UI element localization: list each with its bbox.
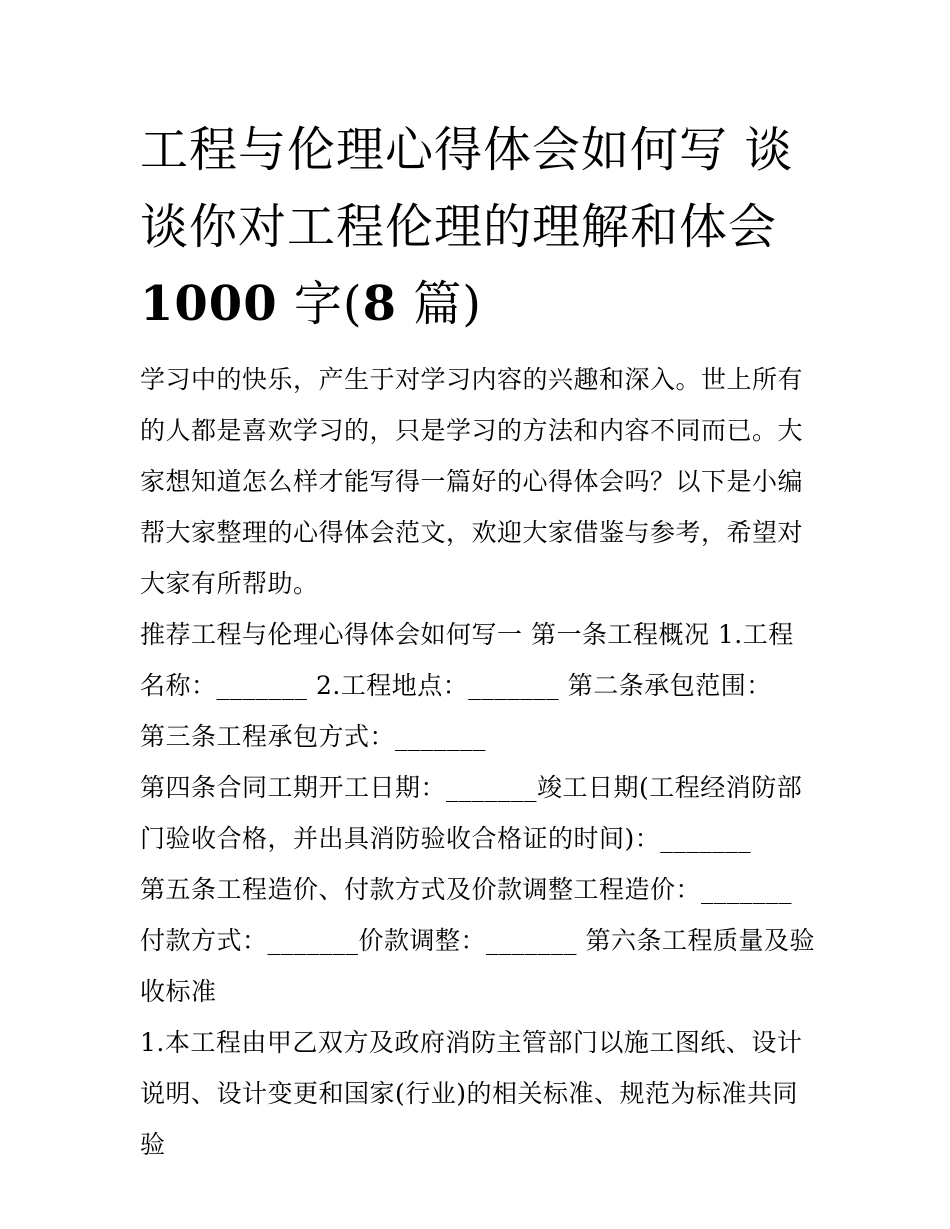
paragraph-project-overview: 推荐工程与伦理心得体会如何写一 第一条工程概况 1.工程名称：_______ 2.工程地点：_______ 第二条承包范围：	[140, 620, 794, 700]
title-number: 1000	[140, 276, 278, 332]
paragraph-article-3: 第三条工程承包方式：_______	[140, 722, 487, 751]
paragraph-acceptance: 1.本工程由甲乙双方及政府消防主管部门以施工图纸、设计说明、设计变更和国家(行业)的相关标准、规范为标准共同验	[140, 1028, 803, 1159]
title-text-3: 篇)	[397, 276, 482, 332]
document-body	[140, 354, 815, 1170]
document-title	[140, 112, 820, 343]
paragraph-article-4: 第四条合同工期开工日期：_______竣工日期(工程经消防部门验收合格，并出具消防验收合格证的时间)：_______	[140, 773, 803, 853]
title-number-2: 8	[362, 276, 397, 332]
title-text: 工程与伦理心得体会如何写 谈谈你对工程伦理的理解和体会	[140, 122, 794, 255]
intro-paragraph: 学习中的快乐，产生于对学习内容的兴趣和深入。世上所有的人都是喜欢学习的，只是学习的方法和内容不同而已。大家想知道怎么样才能写得一篇好的心得体会吗？以下是小编帮大家整理的心得体会范文，欢迎大家借鉴与参考，希望对大家有所帮助。	[140, 365, 804, 598]
title-text-2: 字(	[277, 276, 363, 332]
paragraph-article-5: 第五条工程造价、付款方式及价款调整工程造价：_______付款方式：_______价款调整：_______ 第六条工程质量及验收标准	[140, 875, 815, 1006]
